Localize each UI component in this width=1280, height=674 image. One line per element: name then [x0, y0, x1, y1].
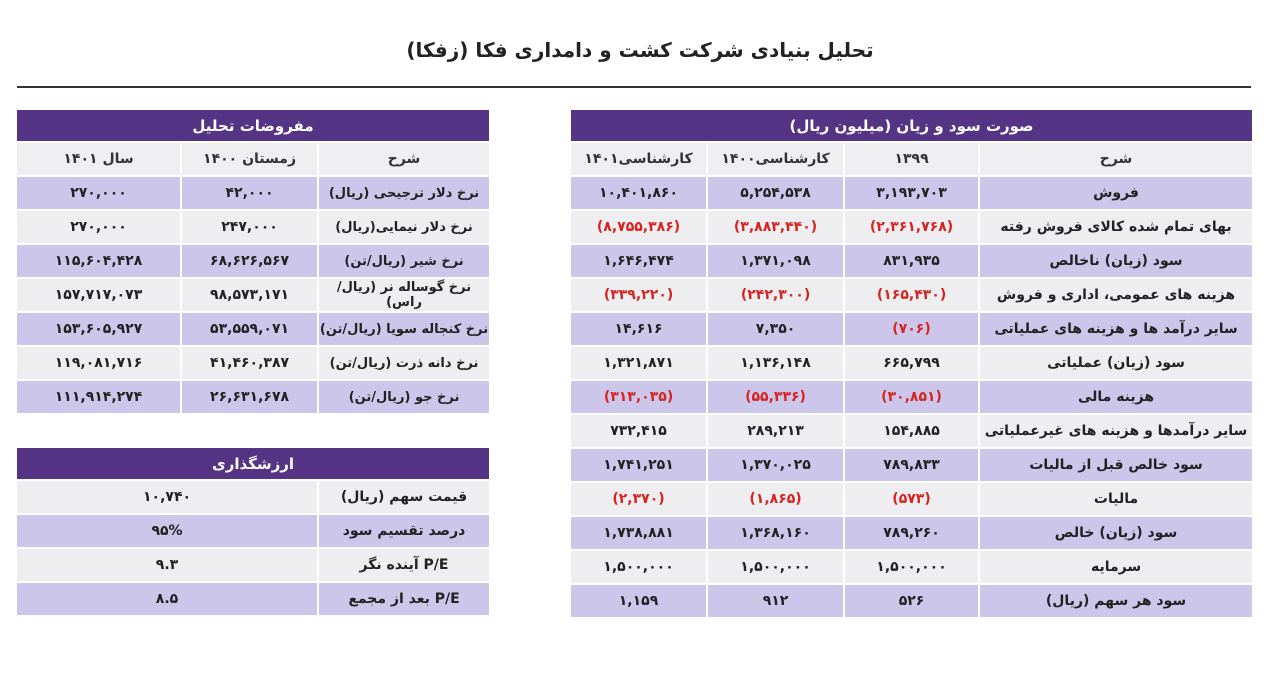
row-label: سرمایه	[978, 551, 1252, 585]
assumptions-table	[17, 110, 489, 415]
value-cell: ۱۱۵,۶۰۴,۴۲۸	[17, 245, 180, 279]
value-cell: ۹۸,۵۷۳,۱۷۱	[180, 279, 317, 313]
value-cell: ۹.۳	[17, 549, 317, 583]
value-cell: ۴۲,۰۰۰	[180, 177, 317, 211]
value-cell: ۴۱,۴۶۰,۳۸۷	[180, 347, 317, 381]
value-cell: ۲۷۰,۰۰۰	[17, 177, 180, 211]
row-label: نرخ گوساله نر (ریال/راس)	[317, 279, 489, 313]
table-row	[571, 245, 1252, 279]
table-row	[571, 585, 1252, 619]
table-row	[17, 211, 489, 245]
value-cell: (۲۴۲,۳۰۰)	[706, 279, 843, 313]
value-cell: (۳۰,۸۵۱)	[843, 381, 978, 415]
row-label: نرخ کنجاله سویا (ریال/تن)	[317, 313, 489, 347]
table-row	[571, 381, 1252, 415]
row-label: مالیات	[978, 483, 1252, 517]
title-divider	[17, 86, 1251, 88]
value-cell: (۵۷۳)	[843, 483, 978, 517]
row-label: بهای تمام شده کالای فروش رفته	[978, 211, 1252, 245]
value-cell: ۱۴,۶۱۶	[571, 313, 706, 347]
row-label: سود هر سهم (ریال)	[978, 585, 1252, 619]
value-cell: ۹۱۲	[706, 585, 843, 619]
table-row	[571, 347, 1252, 381]
value-cell: ۱,۳۶۸,۱۶۰	[706, 517, 843, 551]
value-cell: ۱,۳۷۰,۰۲۵	[706, 449, 843, 483]
value-cell: ۶۸,۶۲۶,۵۶۷	[180, 245, 317, 279]
row-label: سایر درآمدها و هزینه های غیرعملیاتی	[978, 415, 1252, 449]
row-label: سایر درآمد ها و هزینه های عملیاتی	[978, 313, 1252, 347]
value-cell: (۱,۸۶۵)	[706, 483, 843, 517]
table-row	[571, 313, 1252, 347]
row-label: سود (زیان) ناخالص	[978, 245, 1252, 279]
value-cell: ۷۳۲,۴۱۵	[571, 415, 706, 449]
value-cell: ۱,۵۰۰,۰۰۰	[706, 551, 843, 585]
row-label: هزینه مالی	[978, 381, 1252, 415]
assumptions-header: مفروضات تحلیل	[17, 110, 489, 143]
row-label: سود (زیان) خالص	[978, 517, 1252, 551]
row-label: P/E بعد از مجمع	[317, 583, 489, 617]
value-cell: ۹۵%	[17, 515, 317, 549]
row-label: درصد تقسیم سود	[317, 515, 489, 549]
row-label: سود خالص قبل از مالیات	[978, 449, 1252, 483]
value-cell: ۸۳۱,۹۳۵	[843, 245, 978, 279]
value-cell: ۳,۱۹۳,۷۰۳	[843, 177, 978, 211]
value-cell: (۵۵,۳۳۶)	[706, 381, 843, 415]
value-cell: (۳۳۹,۲۲۰)	[571, 279, 706, 313]
value-cell: ۲۷۰,۰۰۰	[17, 211, 180, 245]
value-cell: (۷۰۶)	[843, 313, 978, 347]
table-row	[17, 515, 489, 549]
page-title: تحلیل بنیادی شرکت کشت و دامداری فکا (زفکا)	[406, 38, 874, 62]
value-cell: (۳۱۳,۰۳۵)	[571, 381, 706, 415]
table-row	[571, 449, 1252, 483]
value-cell: ۱۱۱,۹۱۴,۲۷۴	[17, 381, 180, 415]
value-cell: ۷۸۹,۲۶۰	[843, 517, 978, 551]
value-cell: (۲,۳۷۰)	[571, 483, 706, 517]
value-cell: ۲۸۹,۲۱۳	[706, 415, 843, 449]
value-cell: ۱,۱۳۶,۱۴۸	[706, 347, 843, 381]
row-label: نرخ شیر (ریال/تن)	[317, 245, 489, 279]
table-row	[571, 483, 1252, 517]
value-cell: ۱۵۴,۸۸۵	[843, 415, 978, 449]
table-row	[571, 551, 1252, 585]
income-statement-header: صورت سود و زیان (میلیون ریال)	[571, 110, 1252, 143]
table-row	[17, 245, 489, 279]
value-cell: ۸.۵	[17, 583, 317, 617]
value-cell: ۶۶۵,۷۹۹	[843, 347, 978, 381]
column-header: کارشناسی۱۴۰۱	[571, 143, 706, 177]
value-cell: ۱,۵۰۰,۰۰۰	[843, 551, 978, 585]
valuation-header: ارزشگذاری	[17, 448, 489, 481]
value-cell: ۲۶,۶۳۱,۶۷۸	[180, 381, 317, 415]
table-row	[17, 549, 489, 583]
row-label: نرخ دانه ذرت (ریال/تن)	[317, 347, 489, 381]
table-row	[571, 517, 1252, 551]
value-cell: (۲,۳۶۱,۷۶۸)	[843, 211, 978, 245]
value-cell: ۱۱۹,۰۸۱,۷۱۶	[17, 347, 180, 381]
value-cell: ۲۴۷,۰۰۰	[180, 211, 317, 245]
value-cell: ۱,۶۴۶,۴۷۴	[571, 245, 706, 279]
table-row	[17, 313, 489, 347]
column-header: کارشناسی۱۴۰۰	[706, 143, 843, 177]
row-label: سود (زیان) عملیاتی	[978, 347, 1252, 381]
value-cell: ۵,۲۵۴,۵۳۸	[706, 177, 843, 211]
row-label: P/E آینده نگر	[317, 549, 489, 583]
value-cell: ۱,۳۲۱,۸۷۱	[571, 347, 706, 381]
value-cell: ۷۸۹,۸۳۳	[843, 449, 978, 483]
value-cell: ۵۳,۵۵۹,۰۷۱	[180, 313, 317, 347]
row-label: نرخ جو (ریال/تن)	[317, 381, 489, 415]
value-cell: ۱۵۷,۷۱۷,۰۷۳	[17, 279, 180, 313]
valuation-table	[17, 448, 489, 617]
value-cell: (۳,۸۸۳,۴۴۰)	[706, 211, 843, 245]
table-row	[17, 347, 489, 381]
column-header: شرح	[317, 143, 489, 177]
column-header: سال ۱۴۰۱	[17, 143, 180, 177]
table-row	[17, 279, 489, 313]
column-header: شرح	[978, 143, 1252, 177]
table-row	[571, 177, 1252, 211]
value-cell: (۱۶۵,۴۳۰)	[843, 279, 978, 313]
table-row	[17, 481, 489, 515]
value-cell: ۱۰,۴۰۱,۸۶۰	[571, 177, 706, 211]
table-row	[571, 211, 1252, 245]
row-label: فروش	[978, 177, 1252, 211]
row-label: هزینه های عمومی، اداری و فروش	[978, 279, 1252, 313]
value-cell: ۱,۳۷۱,۰۹۸	[706, 245, 843, 279]
table-row	[17, 177, 489, 211]
column-header: ۱۳۹۹	[843, 143, 978, 177]
table-row	[17, 381, 489, 415]
income-statement-table	[571, 110, 1252, 619]
value-cell: ۵۲۶	[843, 585, 978, 619]
table-row	[571, 279, 1252, 313]
value-cell: (۸,۷۵۵,۳۸۶)	[571, 211, 706, 245]
value-cell: ۱,۷۴۱,۲۵۱	[571, 449, 706, 483]
value-cell: ۷,۳۵۰	[706, 313, 843, 347]
row-label: نرخ دلار نیمایی(ریال)	[317, 211, 489, 245]
value-cell: ۱۰,۷۴۰	[17, 481, 317, 515]
row-label: قیمت سهم (ریال)	[317, 481, 489, 515]
value-cell: ۱,۵۰۰,۰۰۰	[571, 551, 706, 585]
column-header: زمستان ۱۴۰۰	[180, 143, 317, 177]
value-cell: ۱,۱۵۹	[571, 585, 706, 619]
row-label: نرخ دلار ترجیحی (ریال)	[317, 177, 489, 211]
value-cell: ۱۵۳,۶۰۵,۹۲۷	[17, 313, 180, 347]
table-row	[571, 415, 1252, 449]
table-row	[17, 583, 489, 617]
value-cell: ۱,۷۳۸,۸۸۱	[571, 517, 706, 551]
